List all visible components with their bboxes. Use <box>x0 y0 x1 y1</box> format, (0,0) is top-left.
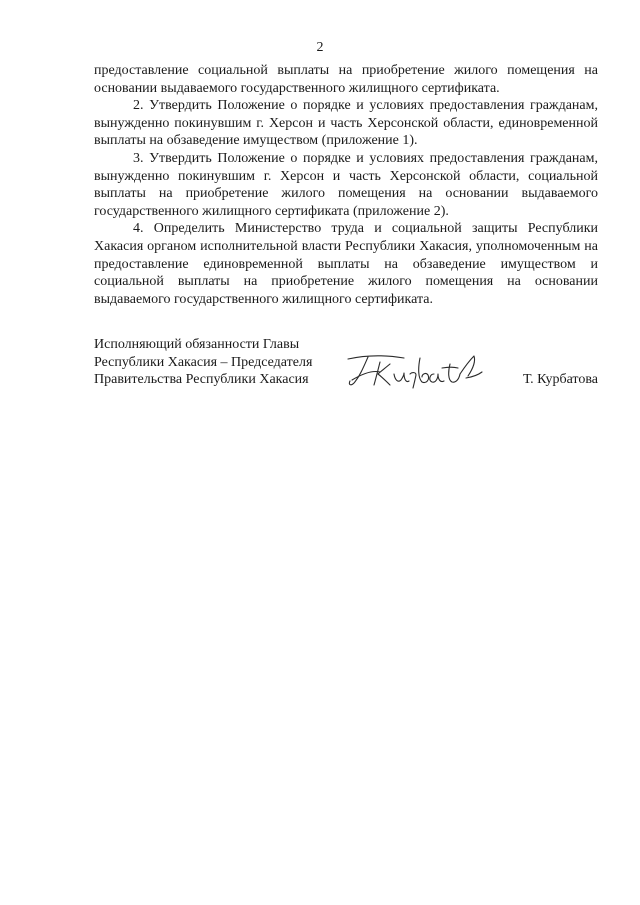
signature-block <box>94 336 598 396</box>
paragraph-item-2: 2. Утвердить Положение о порядке и условиях предоставления гражданам, вынужденно покинувшим г. Херсон и часть Херсонской области, единовременной выплаты на обзаведение имуществом (приложение 1). <box>94 98 598 149</box>
paragraph-item-3: 3. Утвердить Положение о порядке и условиях предоставления гражданам, вынужденно покинувшим г. Херсон и часть Херсонской области, социальной выплаты на приобретение жилого помещения на основании выдаваемого государственного жилищного сертификата (приложение 2). <box>94 150 598 219</box>
signer-position <box>94 336 354 389</box>
signer-position-line: Республики Хакасия – Председателя <box>94 354 313 370</box>
page-number: 2 <box>316 40 324 55</box>
paragraph-item-4: 4. Определить Министерство труда и социальной защиты Республики Хакасия органом исполнительной власти Республики Хакасия, уполномоченным на предоставление единовременной выплаты на обзаведение имуществом и социальной выплаты на приобретение жилого помещения на основании выдаваемого государственного жилищного сертификата. <box>94 221 598 307</box>
signer-position-line: Исполняющий обязанности Главы <box>94 337 300 352</box>
document-body <box>94 62 598 308</box>
signer-name: Т. Курбатова <box>523 372 598 387</box>
paragraph-continuation: предоставление социальной выплаты на приобретение жилого помещения на основании выдаваемого государственного жилищного сертификата. <box>94 63 598 96</box>
handwritten-signature <box>338 350 488 390</box>
signer-position-line: Правительства Республики Хакасия <box>94 372 309 388</box>
